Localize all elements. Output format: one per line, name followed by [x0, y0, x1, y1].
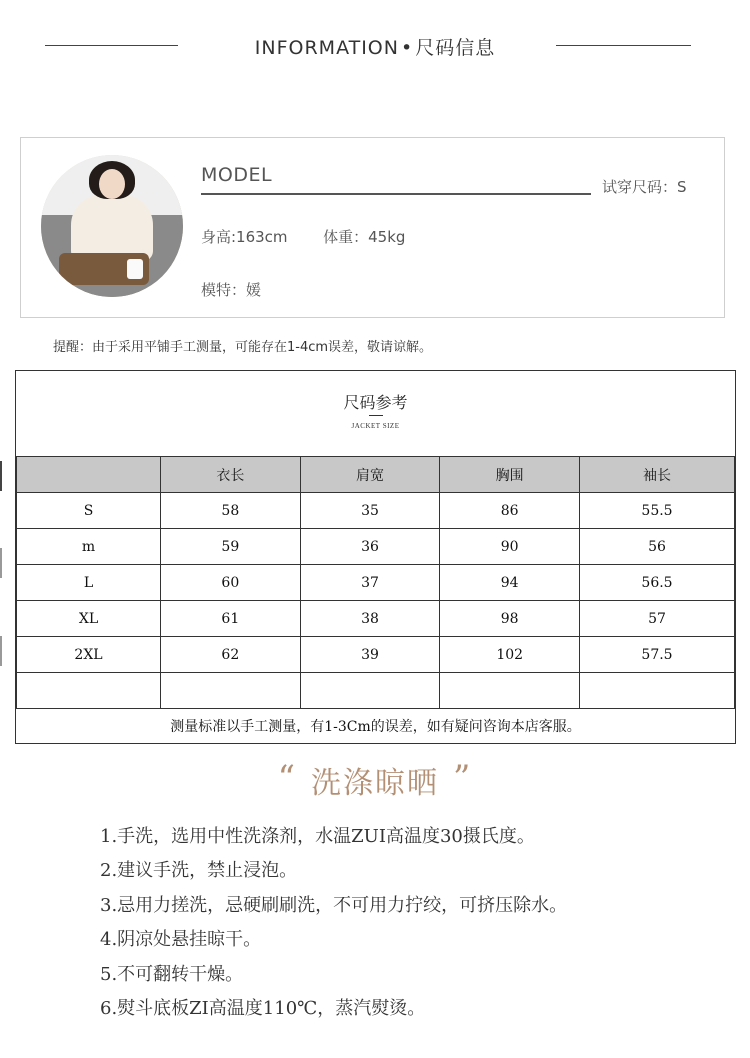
quote-close: ” [453, 758, 473, 798]
list-item: 1.手洗，选用中性洗涤剂，水温ZUI高温度30摄氏度。 [100, 826, 535, 847]
shoulder-cell: 37 [300, 565, 440, 601]
list-item: 5.不可翻转干燥。 [100, 963, 244, 985]
list-item: 3.忌用力搓洗，忌硬刷刷洗，不可用力拧绞，可挤压除水。 [100, 894, 568, 916]
model-weight: 体重：45kg [323, 228, 406, 246]
size-chart-subtitle: JACKET SIZE [351, 422, 400, 430]
header-cell: 肩宽 [300, 457, 440, 493]
measurement-note: 提醒：由于采用平铺手工测量，可能存在1-4cm误差，敬请谅解。 [53, 340, 433, 355]
header-cell: 袖长 [580, 457, 735, 493]
size-table-footer: 测量标准以手工测量，有1-3Cm的误差，如有疑问咨询本店客服。 [16, 708, 735, 745]
section-title-information [0, 33, 750, 60]
model-divider [201, 193, 591, 195]
model-card [20, 137, 725, 318]
edge-mark [0, 636, 2, 666]
table-row [17, 637, 735, 673]
sleeve-cell [580, 673, 735, 709]
chest-cell: 86 [440, 493, 580, 529]
edge-mark [0, 548, 2, 578]
sleeve-cell: 56 [580, 529, 735, 565]
size-cell: L [17, 565, 161, 601]
list-item: 6.熨斗底板ZI高温度110℃，蒸汽熨烫。 [100, 997, 426, 1019]
list-item: 4.阴凉处悬挂晾干。 [100, 929, 262, 951]
chest-cell [440, 673, 580, 709]
table-row [17, 565, 735, 601]
trial-size: 试穿尺码：S [602, 178, 687, 196]
length-cell: 60 [161, 565, 301, 601]
table-row-empty [17, 673, 735, 709]
wash-title-text: 洗涤晾晒 [311, 766, 439, 801]
length-cell: 59 [161, 529, 301, 565]
chest-cell: 90 [440, 529, 580, 565]
length-cell: 58 [161, 493, 301, 529]
size-chart-underline [369, 415, 383, 416]
shoulder-cell [300, 673, 440, 709]
size-table [16, 456, 735, 709]
size-cell: XL [17, 601, 161, 637]
chest-cell: 102 [440, 637, 580, 673]
model-avatar [41, 155, 183, 297]
sleeve-cell: 57 [580, 601, 735, 637]
size-table-header [17, 457, 735, 493]
size-chart-title: 尺码参考 [343, 393, 408, 412]
header-cell [17, 457, 161, 493]
size-cell [17, 673, 161, 709]
table-row [17, 529, 735, 565]
length-cell: 62 [161, 637, 301, 673]
title-en: INFORMATION [254, 37, 399, 59]
table-row [17, 493, 735, 529]
model-label: MODEL [201, 164, 273, 186]
shoulder-cell: 36 [300, 529, 440, 565]
size-cell: 2XL [17, 637, 161, 673]
size-chart [15, 370, 736, 744]
quote-open: “ [277, 758, 297, 798]
table-row [17, 601, 735, 637]
wash-instructions-list [100, 820, 567, 1026]
shoulder-cell: 39 [300, 637, 440, 673]
size-cell: S [17, 493, 161, 529]
model-measurements [201, 226, 405, 247]
title-separator: • [400, 37, 414, 59]
size-cell: m [17, 529, 161, 565]
sleeve-cell: 55.5 [580, 493, 735, 529]
edge-mark [0, 461, 2, 491]
model-height: 身高:163cm [201, 228, 288, 246]
length-cell [161, 673, 301, 709]
sleeve-cell: 57.5 [580, 637, 735, 673]
shoulder-cell: 38 [300, 601, 440, 637]
chest-cell: 98 [440, 601, 580, 637]
header-cell: 胸围 [440, 457, 580, 493]
chest-cell: 94 [440, 565, 580, 601]
model-name: 模特：媛 [201, 281, 262, 299]
shoulder-cell: 35 [300, 493, 440, 529]
list-item: 2.建议手洗，禁止浸泡。 [100, 860, 298, 882]
wash-section-title [0, 758, 750, 802]
title-cn: 尺码信息 [415, 37, 496, 59]
header-cell: 衣长 [161, 457, 301, 493]
sleeve-cell: 56.5 [580, 565, 735, 601]
length-cell: 61 [161, 601, 301, 637]
